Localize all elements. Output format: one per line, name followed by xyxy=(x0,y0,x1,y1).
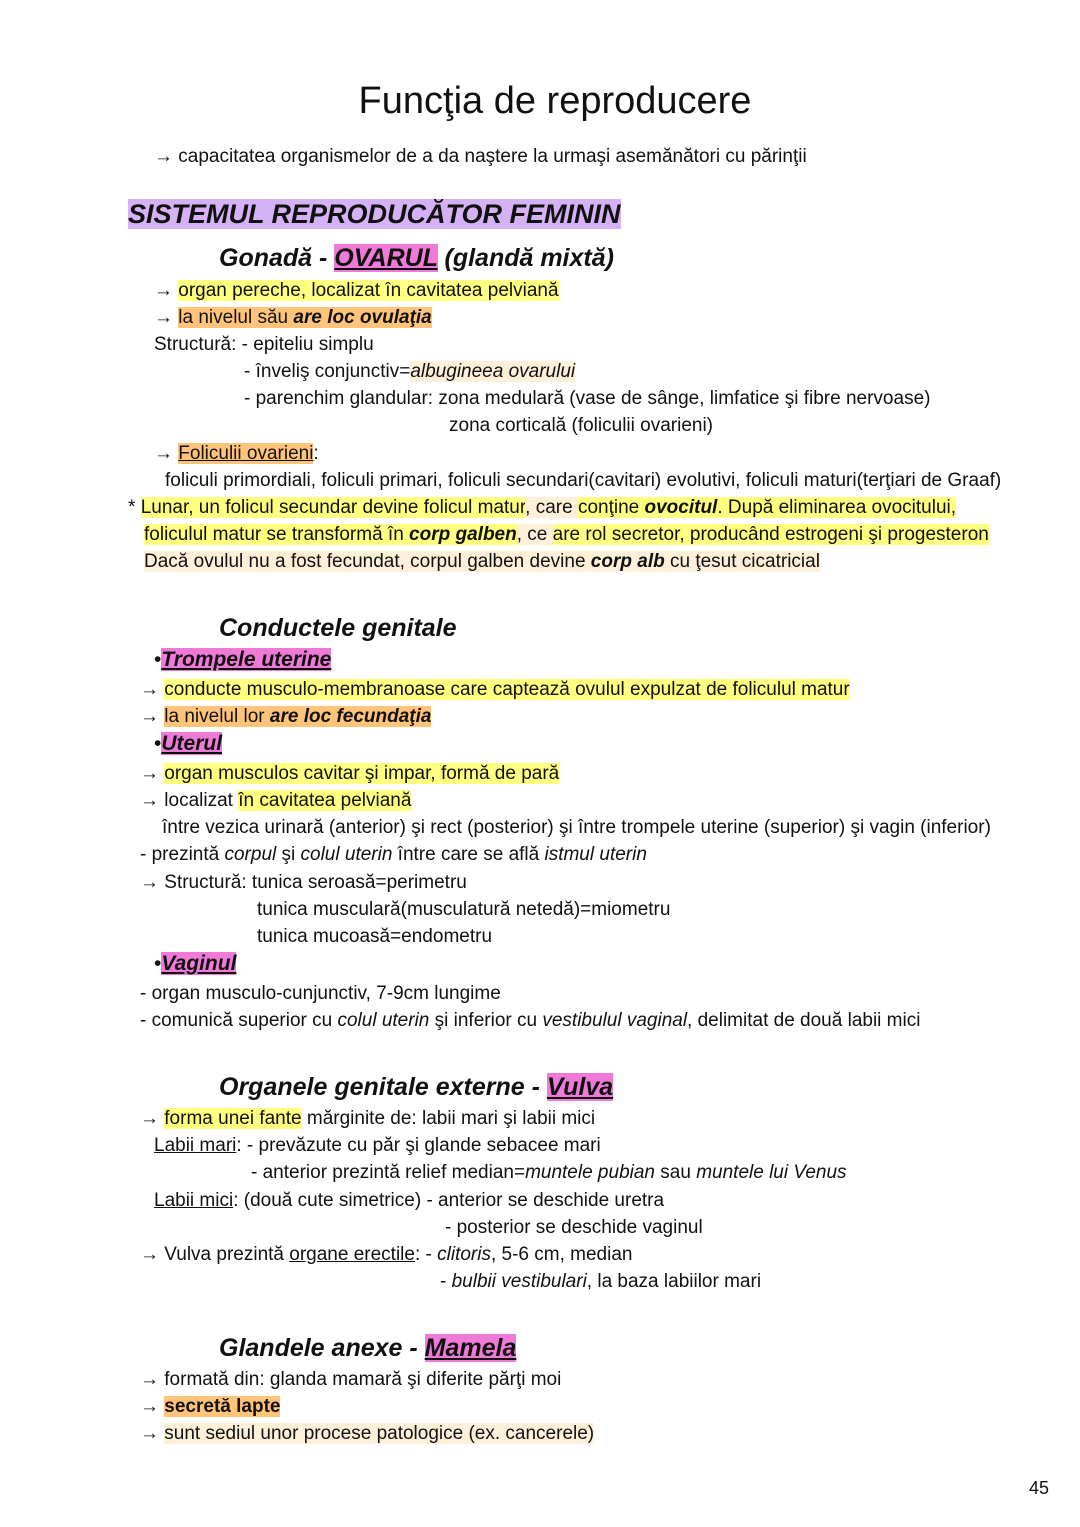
anexe-line-1: → formată din: glanda mamară şi diferite părţi moi xyxy=(140,1369,562,1390)
uter-line-4: - prezintă corpul şi colul uterin între care se află istmul uterin xyxy=(140,844,647,865)
uter-line-1: → organ musculos cavitar şi impar, formă de pară xyxy=(140,763,560,784)
externe-line-1: → forma unei fante mărginite de: labii mari şi labii mici xyxy=(140,1108,596,1129)
labii-mari-line-1: Labii mari: - prevăzute cu păr şi glande sebacee mari xyxy=(154,1135,601,1156)
structure-line-4: zona corticală (foliculii ovarieni) xyxy=(449,415,713,436)
trompe-line-2: → la nivelul lor are loc fecundaţia xyxy=(140,706,432,727)
vagin-label: •Vaginul xyxy=(154,952,237,975)
conducte-heading: Conductele genitale xyxy=(219,614,457,642)
gonada-line-1: → organ pereche, localizat în cavitatea pelviană xyxy=(154,280,559,301)
externe-heading: Organele genitale externe - Vulva xyxy=(219,1073,614,1101)
vagin-line-1: - organ musculo-cunjunctiv, 7-9cm lungime xyxy=(140,983,501,1004)
foliculi-label-line: → Foliculii ovarieni: xyxy=(154,443,319,464)
externe-line-3: - bulbii vestibulari, la baza labiilor mari xyxy=(440,1271,762,1292)
externe-line-2: → Vulva prezintă organe erectile: - clitoris, 5-6 cm, median xyxy=(140,1244,633,1265)
paragraph-line-1: * Lunar, un folicul secundar devine folicul matur, care conţine ovocitul. După eliminarea ovocitului, xyxy=(128,497,957,518)
uter-line-6: tunica musculară(musculatură netedă)=miometru xyxy=(257,899,671,920)
uter-label: •Uterul xyxy=(154,732,223,755)
uter-line-2: → localizat în cavitatea pelviană xyxy=(140,790,412,811)
page-number: 45 xyxy=(1029,1478,1050,1498)
trompe-line-1: → conducte musculo-membranoase care captează ovulul expulzat de foliculul matur xyxy=(140,679,850,700)
structure-line-2: - înveliş conjunctiv=albugineea ovarului xyxy=(244,361,576,382)
anexe-heading: Glandele anexe - Mamela xyxy=(219,1334,517,1362)
labii-mari-line-2: - anterior prezintă relief median=muntele pubian sau muntele lui Venus xyxy=(251,1162,847,1183)
vagin-line-2: - comunică superior cu colul uterin şi inferior cu vestibulul vaginal, delimitat de două labii mici xyxy=(140,1010,921,1031)
gonada-heading: Gonadă - OVARUL (glandă mixtă) xyxy=(219,244,614,272)
paragraph-line-3: Dacă ovulul nu a fost fecundat, corpul galben devine corp alb cu ţesut cicatricial xyxy=(144,551,820,572)
structure-line-1: Structură: - epiteliu simplu xyxy=(154,334,374,355)
uter-line-5: → Structură: tunica seroasă=perimetru xyxy=(140,872,467,893)
section-heading: SISTEMUL REPRODUCĂTOR FEMININ xyxy=(128,199,621,229)
labii-mici-line-1: Labii mici: (două cute simetrice) - anterior se deschide uretra xyxy=(154,1190,665,1211)
labii-mici-line-2: - posterior se deschide vaginul xyxy=(445,1217,703,1238)
anexe-line-2: → secretă lapte xyxy=(140,1396,281,1417)
gonada-line-2: → la nivelul său are loc ovulaţia xyxy=(154,307,432,328)
paragraph-line-2: foliculul matur se transformă în corp galben, ce are rol secretor, producând estrogeni şi progesteron xyxy=(144,524,989,545)
foliculi-list: foliculi primordiali, foliculi primari, foliculi secundari(cavitari) evolutivi, foliculi maturi(terţiari de Graaf) xyxy=(165,470,1002,491)
structure-line-3: - parenchim glandular: zona medulară (vase de sânge, limfatice şi fibre nervoase) xyxy=(244,388,931,409)
anexe-line-3: → sunt sediul unor procese patologice (ex. cancerele) xyxy=(140,1423,595,1444)
page-title: Funcţia de reproducere xyxy=(358,80,752,122)
uter-line-7: tunica mucoasă=endometru xyxy=(257,926,493,947)
uter-line-3: între vezica urinară (anterior) şi rect (posterior) şi între trompele uterine (superior) şi vagin (inferior) xyxy=(162,817,991,838)
intro-text: → capacitatea organismelor de a da naştere la urmaşi asemănători cu părinţii xyxy=(154,146,807,167)
trompe-label: •Trompele uterine xyxy=(154,648,332,671)
